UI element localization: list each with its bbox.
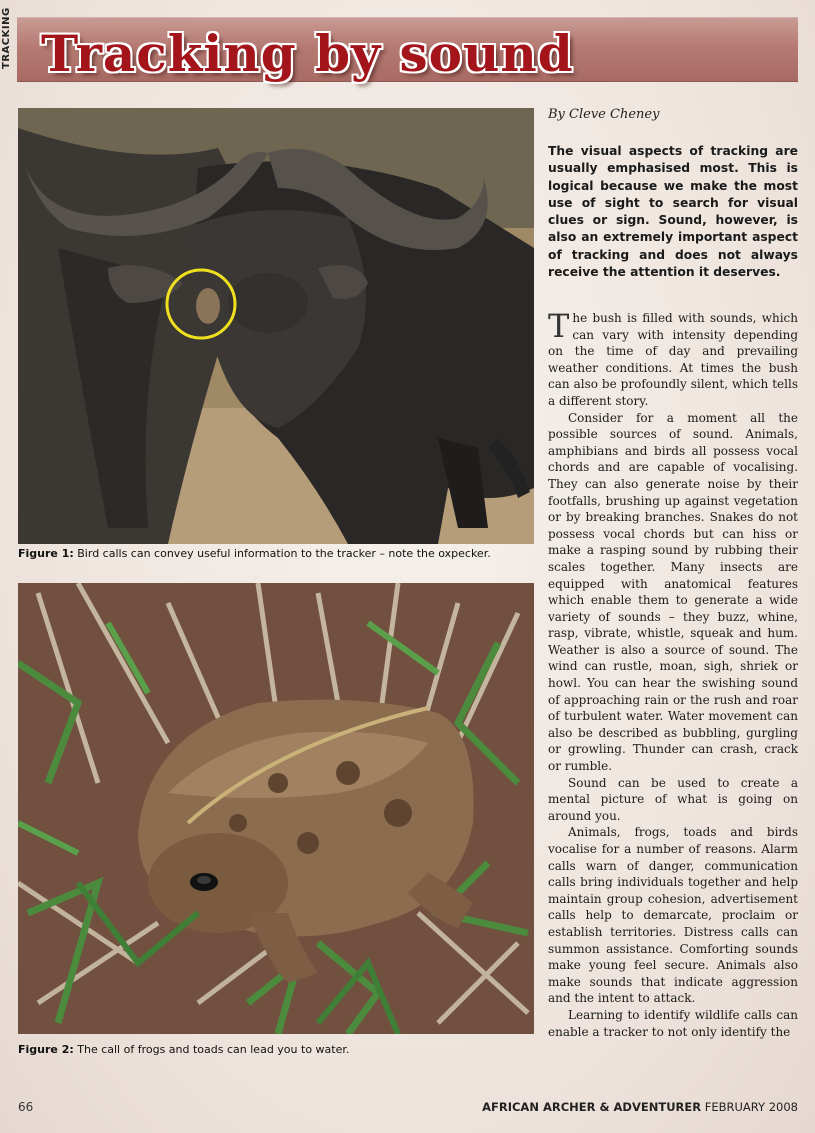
article-body	[548, 307, 798, 1040]
figure-2-caption	[18, 1043, 349, 1057]
magazine-footer	[482, 1100, 798, 1114]
figure-1-text: Bird calls can convey useful information to the tracker – note the oxpecker.	[73, 547, 491, 560]
body-paragraph: Sound can be used to create a mental picture of what is going on around you.	[548, 775, 798, 823]
body-paragraph: Consider for a moment all the possible sources of sound. Animals, amphibians and birds all possess vocal chords and are capable of vocalising. They can also generate noise by their footfalls, brushing up against vegetation or by breaking branches. Snakes do not possess vocal chords but can hiss or make a rasping sound by rubbing their scales together. Many insects are equipped with anatomical features which enable them to generate a wide variety of sounds – they buzz, whine, rasp, vibrate, whistle, squeak and hum. Weather is also a source of sound. The wind can rustle, moan, sigh, shriek or howl. You can hear the swishing sound of approaching rain or the rush and roar of turbulent water. Water movement can also be described as bubbling, gurgling or growling. Thunder can crash, crack or rumble.	[548, 410, 798, 774]
body-paragraph: Animals, frogs, toads and birds vocalise for a number of reasons. Alarm calls warn of danger, communication calls bring individuals together and help maintain group cohesion, advertisement calls help to demarcate, proclaim or establish territories. Distress calls can summon assistance. Comforting sounds make young feel secure. Animals also make sounds that indicate aggression and the intent to attack.	[548, 825, 798, 1006]
figure-1-caption	[18, 547, 491, 561]
article-title: Tracking by sound	[41, 24, 574, 83]
magazine-name: AFRICAN ARCHER & ADVENTURER	[482, 1100, 702, 1114]
body-paragraph	[548, 307, 798, 410]
figure-2-label: Figure 2:	[18, 1043, 74, 1056]
page-number: 66	[18, 1100, 34, 1114]
drop-cap: T	[548, 307, 570, 345]
figure-2-photo	[18, 583, 534, 1034]
paragraph-text: he bush is filled with sounds, which can vary with intensity depending on the time of day and prevailing weather conditions. At times the bush can also be profoundly silent, which tells a different story.	[548, 311, 798, 408]
section-tag: TRACKING	[1, 7, 12, 69]
title-banner	[17, 17, 798, 82]
figure-1-label: Figure 1:	[18, 547, 74, 560]
figure-1-photo	[18, 108, 534, 544]
intro-paragraph: The visual aspects of tracking are usually emphasised most. This is logical because we make the most use of sight to search for visual clues or sign. Sound, however, is also an extremely important aspect of tracking and does not always receive the attention it deserves.	[548, 144, 798, 280]
figure-2-text: The call of frogs and toads can lead you to water.	[73, 1043, 350, 1056]
body-paragraph: Learning to identify wildlife calls can enable a tracker to not only identify the	[548, 1007, 798, 1039]
issue-date: FEBRUARY 2008	[701, 1100, 798, 1114]
byline: By Cleve Cheney	[548, 107, 660, 122]
